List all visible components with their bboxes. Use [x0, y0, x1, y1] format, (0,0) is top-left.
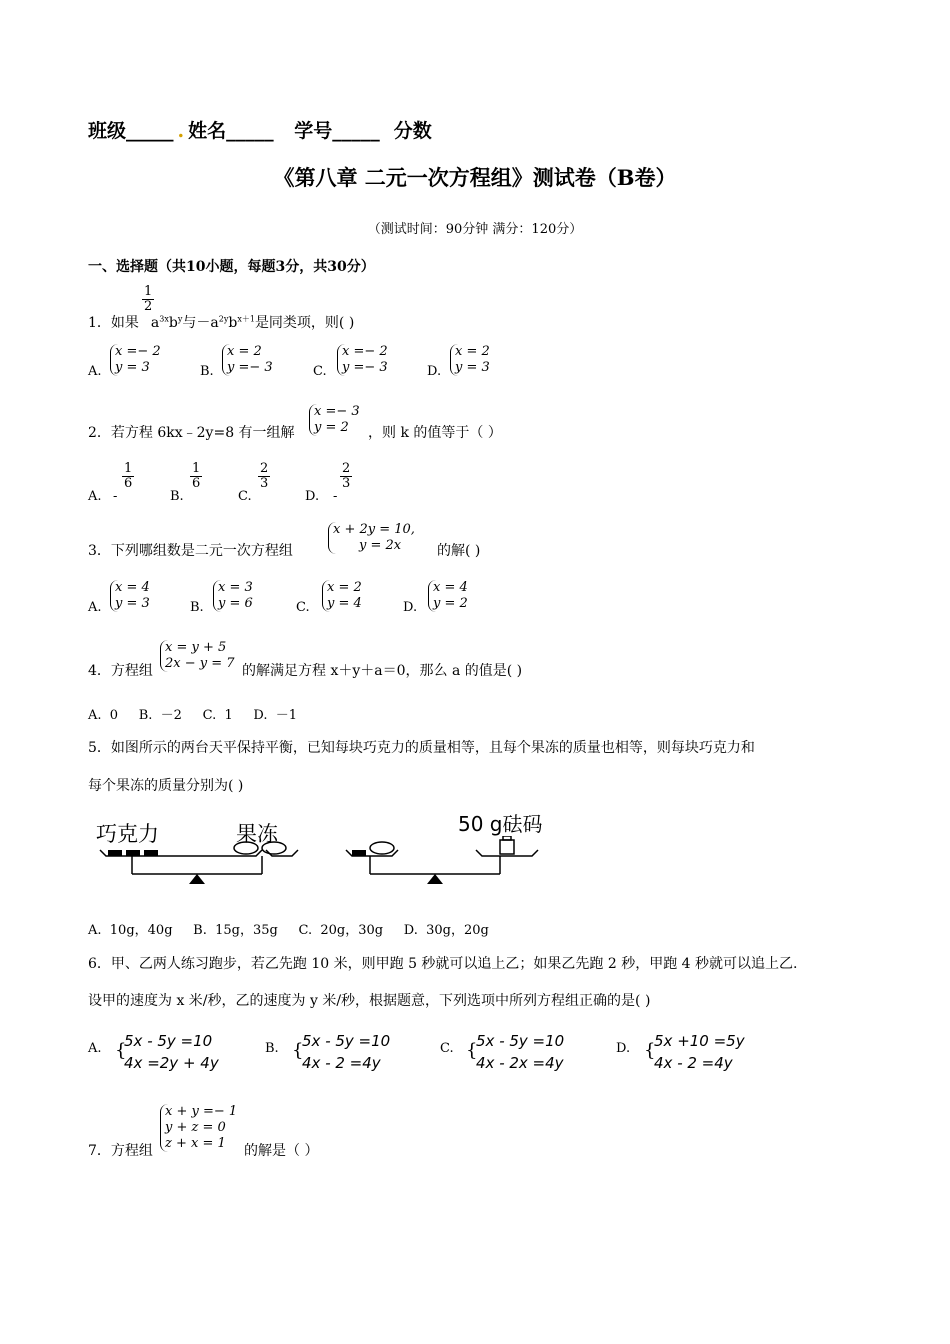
q7-system: x + y =− 1 y + z = 0 z + x = 1 — [160, 1104, 237, 1152]
weight-block — [500, 840, 514, 854]
q6-line-1: 6．甲、乙两人练习跑步，若乙先跑 10 米，则甲跑 5 秒就可以追上乙；如果乙先跑 2 秒，甲跑 4 秒就可以追上乙. — [88, 956, 798, 972]
label-jelly: 果冻 — [236, 822, 278, 846]
fraction-half: $\frac{1}{2}$ — [144, 284, 153, 314]
q2-system: x =− 3 y = 2 — [309, 404, 360, 436]
q4-stem-a: 4．方程组 — [88, 663, 153, 679]
q3-stem-a: 3．下列哪组数是二元一次方程组 — [88, 543, 293, 559]
q2-stem-b: ，则 k 的值等于（ ） — [368, 425, 502, 441]
q4-options: A. 0 B. －2 C. 1 D. －1 — [88, 708, 298, 723]
q2-stem-a: 2．若方程 6kx﹣2y=8 有一组解 — [88, 425, 295, 441]
section-heading: 一、选择题（共10小题，每题3分，共30分） — [88, 259, 375, 275]
chocolate — [108, 850, 122, 856]
option-system: x = 2 y =− 3 — [222, 344, 273, 376]
test-info: （测试时间：90分钟 满分：120分） — [367, 222, 583, 237]
q3-stem-b: 的解( ) — [437, 543, 481, 559]
chocolate — [352, 850, 366, 856]
fulcrum — [427, 874, 443, 884]
q1-stem: 1．如果 $a^{3x}b^y$与$-a^{2y}b^{x+1}$是同类项，则( ) — [88, 314, 355, 331]
q7-stem-a: 7．方程组 — [88, 1143, 153, 1159]
balance-figure — [96, 836, 556, 888]
pan-right-scale-2 — [476, 850, 538, 856]
q6-line-2: 设甲的速度为 x 米/秒，乙的速度为 y 米/秒，根据题意，下列选项中所列方程组正确的是( ) — [88, 993, 651, 1009]
chocolate — [126, 850, 140, 856]
q7-stem-b: 的解是（ ） — [244, 1143, 319, 1159]
label-weight: 50 g砝码 — [458, 812, 543, 836]
class-field: 班级_____ . 姓名_____ 学号_____ 分数 — [88, 120, 432, 142]
q5-options: A. 10g，40g B. 15g，35g C. 20g，30g D. 30g，20g — [88, 923, 489, 938]
jelly — [370, 842, 394, 854]
label-chocolate: 巧克力 — [96, 822, 159, 846]
jelly — [234, 842, 258, 854]
q5-line-1: 5．如图所示的两台天平保持平衡，已知每块巧克力的质量相等，且每个果冻的质量也相等，则每块巧克力和 — [88, 740, 755, 756]
option-system: x = 2 y = 3 — [450, 344, 490, 376]
option-system: x =− 2 y = 3 — [110, 344, 161, 376]
q5-line-2: 每个果冻的质量分别为( ) — [88, 778, 244, 794]
q4-system: x = y + 5 2x − y = 7 — [160, 640, 235, 672]
option-system: x =− 2 y =− 3 — [337, 344, 388, 376]
q3-system: x + 2y = 10, y = 2x — [328, 522, 415, 554]
q4-stem-b: 的解满足方程 x＋y＋a＝0，那么 a 的值是( ) — [242, 663, 523, 679]
page-title: 《第八章 二元一次方程组》测试卷（B卷） — [273, 165, 677, 190]
fulcrum — [189, 874, 205, 884]
chocolate — [144, 850, 158, 856]
jelly — [262, 842, 286, 854]
